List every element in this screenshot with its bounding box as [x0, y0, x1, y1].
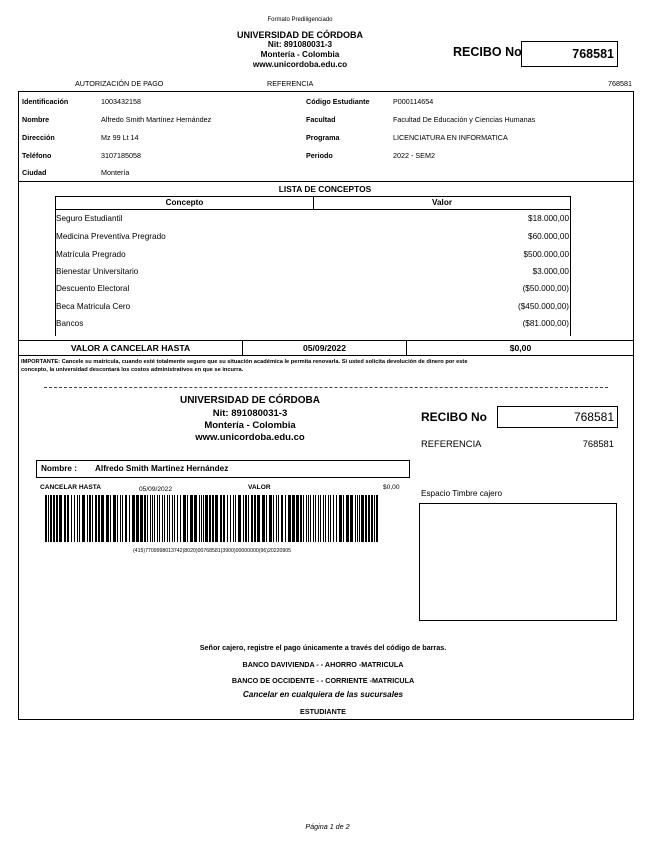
barcode-bar: [150, 495, 151, 542]
university-name: UNIVERSIDAD DE CÓRDOBA: [236, 30, 363, 40]
barcode-bar: [296, 495, 299, 542]
barcode-bar: [122, 495, 123, 542]
barcode-bar: [140, 495, 143, 542]
payment-barcode: [45, 495, 379, 542]
concept-name: Beca Matricula Cero: [56, 302, 131, 311]
concepts-title: LISTA DE CONCEPTOS: [278, 184, 372, 194]
barcode-bar: [306, 495, 307, 542]
barcode-bar: [254, 495, 256, 542]
barcode-bar: [248, 495, 249, 542]
barcode-bar: [359, 495, 360, 542]
name-value: Alfredo Smith Martínez Hernández: [101, 115, 212, 124]
barcode-bar: [92, 495, 93, 542]
barcode-bar: [136, 495, 139, 542]
barcode-bar: [205, 495, 208, 542]
barcode-bar: [169, 495, 170, 542]
barcode-bar: [120, 495, 121, 542]
barcode-bar: [325, 495, 326, 542]
barcode-bar: [209, 495, 211, 542]
barcode-bar: [77, 495, 78, 542]
stub-name-value: Alfredo Smith Martinez Hernández: [95, 464, 229, 473]
receipt-number: 768581: [572, 47, 614, 61]
barcode-bar: [336, 495, 337, 542]
barcode-bar: [374, 495, 375, 542]
barcode-bar: [339, 495, 342, 542]
program-value: LICENCIATURA EN INFORMATICA: [393, 133, 508, 142]
barcode-bar: [320, 495, 321, 542]
barcode-bar: [164, 495, 165, 542]
concept-name: Bancos: [56, 319, 84, 328]
barcode-bar: [95, 495, 97, 542]
barcode-bar: [281, 495, 283, 542]
stub-nit: Nit: 891080031-3: [212, 408, 288, 419]
barcode-bar: [323, 495, 324, 542]
barcode-bar: [89, 495, 91, 542]
barcode-bar: [238, 495, 241, 542]
stub-value-amount: $0,00: [383, 484, 400, 491]
barcode-bar: [368, 495, 370, 542]
barcode-bar: [48, 495, 49, 542]
concepts-left-border: [55, 210, 56, 336]
faculty-label: Facultad: [306, 115, 336, 124]
barcode-bar: [308, 495, 309, 542]
concept-name: Bienestar Universitario: [56, 267, 139, 276]
concept-row: [56, 315, 569, 332]
barcode-bar: [310, 495, 311, 542]
bank-occidente: BANCO DE OCCIDENTE - - CORRIENTE -MATRICULA: [231, 676, 415, 685]
barcode-bar: [177, 495, 178, 542]
barcode-bar: [278, 495, 279, 542]
stub-cancel-date: 05/09/2022: [139, 486, 173, 493]
barcode-bar: [152, 495, 153, 542]
barcode-bar: [235, 495, 236, 542]
barcode-bar: [262, 495, 265, 542]
barcode-bar: [110, 495, 111, 542]
stub-reference-label: REFERENCIA: [421, 438, 482, 449]
barcode-bar: [125, 495, 127, 542]
barcode-bar: [285, 495, 286, 542]
barcode-bar: [187, 495, 188, 542]
barcode-bar: [243, 495, 244, 542]
barcode-bar: [132, 495, 135, 542]
barcode-bar: [318, 495, 319, 542]
amount-due-row: [18, 340, 634, 356]
barcode-bar: [172, 495, 173, 542]
stub-city: Montería - Colombia: [204, 420, 296, 431]
student-code-label: Código Estudiante: [306, 97, 370, 106]
concept-row: [56, 298, 569, 315]
barcode-bar: [159, 495, 160, 542]
barcode-bar: [167, 495, 168, 542]
copy-label: ESTUDIANTE: [300, 707, 346, 716]
concept-value: ($50.000,00): [522, 284, 569, 293]
barcode-bar: [330, 495, 331, 542]
stub-university-name: UNIVERSIDAD DE CÓRDOBA: [179, 395, 320, 406]
barcode-bar: [233, 495, 234, 542]
barcode-bar: [365, 495, 367, 542]
cashier-stamp-label: Espacio Timbre cajero: [421, 489, 502, 498]
stub-cancel-label: CANCELAR HASTA: [40, 484, 102, 491]
barcode-bar: [67, 495, 69, 542]
barcode-bar: [106, 495, 109, 542]
phone-value: 3107185058: [101, 151, 141, 160]
id-label: Identificación: [22, 97, 69, 106]
faculty-value: Facultad De Educación y Ciencias Humanas: [393, 115, 536, 124]
amount-due-date: 05/09/2022: [302, 343, 346, 353]
university-city: Montería - Colombia: [260, 50, 340, 59]
university-nit: Nit: 891080031-3: [267, 40, 333, 49]
barcode-bar: [215, 495, 218, 542]
stub-website: www.unicordoba.edu.co: [195, 432, 305, 443]
concepts-right-border: [570, 210, 571, 336]
barcode-bar: [117, 495, 118, 542]
city-value: Montería: [101, 168, 130, 177]
barcode-text: (415)7709998013742(8020)00768581(3900)00000000(96)20220905: [132, 548, 292, 554]
concept-value: ($450.000,00): [518, 302, 569, 311]
concept-value: $18.000,00: [528, 214, 569, 223]
barcode-bar: [113, 495, 116, 542]
stub-value-label: VALOR: [248, 484, 271, 491]
stub-receipt-box: [497, 406, 618, 428]
city-label: Ciudad: [22, 168, 47, 177]
barcode-bar: [98, 495, 100, 542]
concept-name: Seguro Estudiantil: [56, 214, 123, 223]
amount-due-value: $0,00: [509, 343, 532, 353]
barcode-bar: [199, 495, 200, 542]
reference-label: REFERENCIA: [267, 79, 314, 88]
barcode-bar: [269, 495, 272, 542]
format-label: Formato Prediligenciado: [267, 17, 333, 23]
barcode-bar: [227, 495, 228, 542]
barcode-bar: [288, 495, 291, 542]
barcode-bar: [276, 495, 277, 542]
barcode-bar: [376, 495, 378, 542]
barcode-bar: [357, 495, 358, 542]
barcode-bar: [154, 495, 155, 542]
barcode-bar: [333, 495, 334, 542]
receipt-number-box: [521, 41, 618, 67]
barcode-bar: [59, 495, 62, 542]
receipt-number-label: RECIBO No: [453, 45, 522, 59]
name-label: Nombre: [22, 115, 50, 124]
info-divider: [18, 181, 634, 182]
barcode-bar: [56, 495, 58, 542]
barcode-bar: [266, 495, 267, 542]
barcode-bar: [180, 495, 181, 542]
barcode-bar: [245, 495, 247, 542]
barcode-bar: [53, 495, 55, 542]
concept-row: [56, 246, 569, 263]
barcode-bar: [45, 495, 47, 542]
concept-row: [56, 263, 569, 280]
barcode-bar: [346, 495, 349, 542]
authorization-label: AUTORIZACIÓN DE PAGO: [75, 79, 164, 88]
barcode-bar: [300, 495, 302, 542]
barcode-bar: [303, 495, 304, 542]
university-website: www.unicordoba.edu.co: [252, 60, 348, 69]
value-column-header: Valor: [313, 196, 571, 210]
period-value: 2022 - SEM2: [393, 151, 435, 160]
phone-label: Teléfono: [22, 151, 52, 160]
notice-line-1: IMPORTANTE: Cancele su matrícula, cuando esté totalmente seguro que su situación académica le permita renovarla. Si usted solicita devolución de dinero por este: [21, 359, 468, 365]
barcode-bar: [203, 495, 204, 542]
address-value: Mz 99 Lt 14: [101, 133, 139, 142]
id-value: 1003432158: [101, 97, 141, 106]
concept-name: Medicina Preventiva Pregrado: [56, 232, 166, 241]
barcode-bar: [220, 495, 222, 542]
barcode-bar: [82, 495, 85, 542]
barcode-bar: [50, 495, 52, 542]
barcode-bar: [223, 495, 225, 542]
barcode-bar: [174, 495, 175, 542]
notice-line-2: concepto, la universidad descontará los costos administrativos en que se incurra.: [21, 367, 244, 373]
concept-row: [56, 228, 569, 245]
concept-value: $3.000,00: [532, 267, 569, 276]
barcode-bar: [87, 495, 88, 542]
barcode-bar: [257, 495, 260, 542]
barcode-bar: [201, 495, 202, 542]
amount-due-label: VALOR A CANCELAR HASTA: [70, 343, 191, 353]
concept-value: $60.000,00: [528, 232, 569, 241]
barcode-bar: [71, 495, 72, 542]
barcode-bar: [361, 495, 364, 542]
concept-name: Matrícula Pregrado: [56, 250, 126, 259]
barcode-bar: [74, 495, 75, 542]
barcode-bar: [183, 495, 186, 542]
barcode-bar: [230, 495, 231, 542]
barcode-bar: [190, 495, 193, 542]
barcode-bar: [313, 495, 314, 542]
barcode-bar: [371, 495, 373, 542]
barcode-bar: [194, 495, 197, 542]
concept-row: [56, 280, 569, 297]
barcode-bar: [343, 495, 344, 542]
barcode-bar: [315, 495, 316, 542]
barcode-bar: [101, 495, 104, 542]
concept-column-header: Concepto: [55, 196, 314, 210]
branches-note: Cancelar en cualquiera de las sucursales: [242, 690, 404, 699]
barcode-bar: [212, 495, 214, 542]
cashier-stamp-box: [419, 503, 617, 621]
program-label: Programa: [306, 133, 340, 142]
period-label: Periodo: [306, 151, 333, 160]
barcode-bar: [251, 495, 253, 542]
student-code-value: P000114654: [393, 97, 434, 106]
stub-receipt-label: RECIBO No: [421, 410, 487, 424]
barcode-bar: [147, 495, 148, 542]
barcode-bar: [350, 495, 353, 542]
barcode-bar: [355, 495, 356, 542]
cut-line: [44, 387, 608, 388]
barcode-bar: [144, 495, 146, 542]
cashier-instruction: Señor cajero, registre el pago únicamente a través del código de barras.: [199, 643, 447, 652]
stub-name-label: Nombre :: [41, 464, 77, 473]
stub-reference-value: 768581: [582, 438, 614, 449]
concept-name: Descuento Electoral: [56, 284, 130, 293]
barcode-bar: [157, 495, 158, 542]
barcode-bar: [79, 495, 80, 542]
barcode-bar: [292, 495, 295, 542]
barcode-bar: [129, 495, 130, 542]
concept-row: [56, 210, 569, 227]
concept-value: ($81.000,00): [522, 319, 569, 328]
barcode-bar: [328, 495, 329, 542]
page-number: Página 1 de 2: [305, 822, 350, 831]
bank-davivienda: BANCO DAVIVIENDA - - AHORRO -MATRICULA: [242, 660, 404, 669]
stub-receipt-number: 768581: [573, 410, 614, 424]
address-label: Dirección: [22, 133, 55, 142]
barcode-bar: [64, 495, 66, 542]
barcode-bar: [162, 495, 163, 542]
reference-value: 768581: [608, 79, 632, 88]
concept-value: $500.000,00: [523, 250, 569, 259]
barcode-bar: [273, 495, 274, 542]
stub-name-box: [36, 460, 410, 478]
